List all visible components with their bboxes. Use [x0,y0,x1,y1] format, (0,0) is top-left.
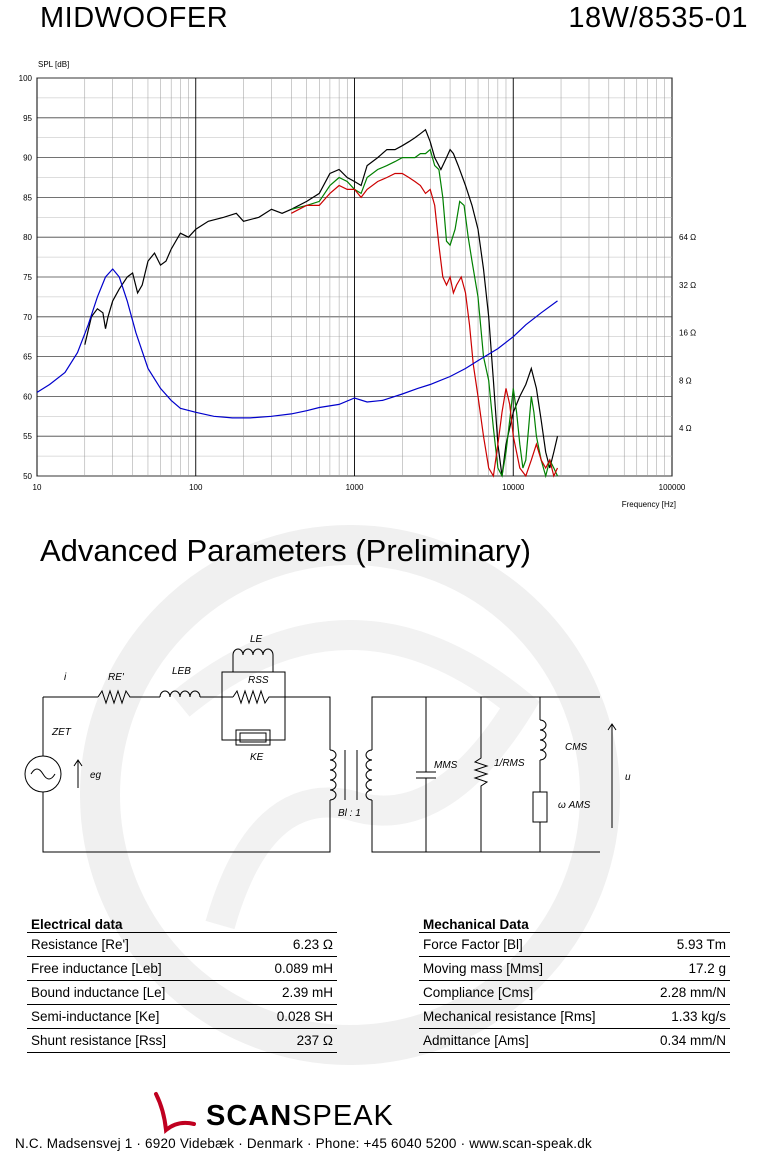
param-label: Admittance [Ams] [419,1029,640,1053]
param-label: Force Factor [Bl] [419,933,640,957]
param-label: Free inductance [Leb] [27,957,239,981]
table-row [419,933,730,957]
eg-label: eg [90,770,102,781]
param-value: 5.93 Tm [640,933,730,957]
velocity-label: u [625,772,631,783]
impedance-tick-label: 32 Ω [679,280,697,290]
param-label: Mechanical resistance [Rms] [419,1005,640,1029]
x-tick-label: 100 [189,483,203,492]
table-row [419,981,730,1005]
y-tick-label: 50 [23,472,32,481]
param-label: Compliance [Cms] [419,981,640,1005]
product-type-title: MIDWOOFER [40,2,229,34]
zet-label: ZET [52,727,71,738]
rms-label: 1/RMS [494,758,525,769]
param-value: 237 Ω [239,1029,337,1053]
table-row [27,1029,337,1053]
param-label: Resistance [Re'] [27,933,239,957]
y-tick-label: 85 [23,193,32,203]
param-label: Shunt resistance [Rss] [27,1029,239,1053]
param-label: Bound inductance [Le] [27,981,239,1005]
rss-label: RSS [248,675,269,686]
electrical-data-table [27,916,337,1053]
param-value: 2.39 mH [239,981,337,1005]
re-label: RE' [108,672,124,683]
x-tick-label: 1000 [345,483,364,492]
x-tick-label: 10000 [502,483,525,492]
table-row [27,957,337,981]
y-tick-label: 60 [23,392,32,402]
chart-grid [37,78,672,476]
param-value: 0.089 mH [239,957,337,981]
cms-label: CMS [565,742,588,753]
param-value: 0.028 SH [239,1005,337,1029]
impedance-tick-label: 64 Ω [679,233,697,243]
footer-address: N.C. Madsensvej 1 · 6920 Videbæk · Denmark · Phone: +45 6040 5200 · www.scan-speak.dk [15,1136,592,1151]
leb-label: LEB [172,666,191,677]
y-tick-label: 70 [23,312,32,322]
impedance-tick-label: 4 Ω [679,424,692,434]
table-row [27,1005,337,1029]
bl-label: Bl : 1 [338,808,361,819]
x-tick-label: 10 [32,483,42,492]
ke-label: KE [250,752,264,763]
impedance-tick-label: 16 Ω [679,328,697,338]
impedance-tick-label: 8 Ω [679,376,692,386]
param-label: Semi-inductance [Ke] [27,1005,239,1029]
mms-label: MMS [434,760,458,771]
x-axis-label: Frequency [Hz] [621,500,676,509]
electrical-header: Electrical data [27,916,337,933]
table-row [419,957,730,981]
table-row [419,1005,730,1029]
ams-label: ω AMS [558,800,591,811]
table-row [27,933,337,957]
param-value: 1.33 kg/s [640,1005,730,1029]
y-tick-label: 65 [23,352,32,362]
param-value: 6.23 Ω [239,933,337,957]
x-tick-labels [33,483,686,492]
current-label: i [64,672,67,683]
y-tick-label: 90 [23,153,32,163]
y-axis-label: SPL [dB] [38,60,70,69]
impedance-tick-labels [679,233,696,433]
y-tick-label: 80 [23,233,32,243]
le-label: LE [250,634,263,645]
model-number: 18W/8535-01 [568,2,748,34]
table-row [27,981,337,1005]
param-label: Moving mass [Mms] [419,957,640,981]
y-tick-label: 75 [23,273,32,282]
table-row [419,1029,730,1053]
section-title: Advanced Parameters (Preliminary) [40,533,532,568]
mechanical-header: Mechanical Data [419,916,730,933]
y-tick-labels [19,74,33,481]
y-tick-label: 100 [18,74,32,83]
scanspeak-logo [150,1090,480,1138]
logo-scan-text: SCAN [206,1100,293,1132]
x-tick-label: 100000 [658,483,686,492]
svg-text:SCANSPEAK [206,1100,394,1132]
frequency-response-chart [0,55,760,515]
y-tick-label: 55 [23,432,32,442]
mechanical-data-table [419,916,730,1053]
param-value: 17.2 g [640,957,730,981]
logo-swoosh-icon [156,1094,194,1130]
param-value: 0.34 mm/N [640,1029,730,1053]
y-tick-label: 95 [23,113,32,123]
param-value: 2.28 mm/N [640,981,730,1005]
equivalent-circuit-diagram [0,620,760,860]
logo-speak-text: SPEAK [292,1100,394,1132]
